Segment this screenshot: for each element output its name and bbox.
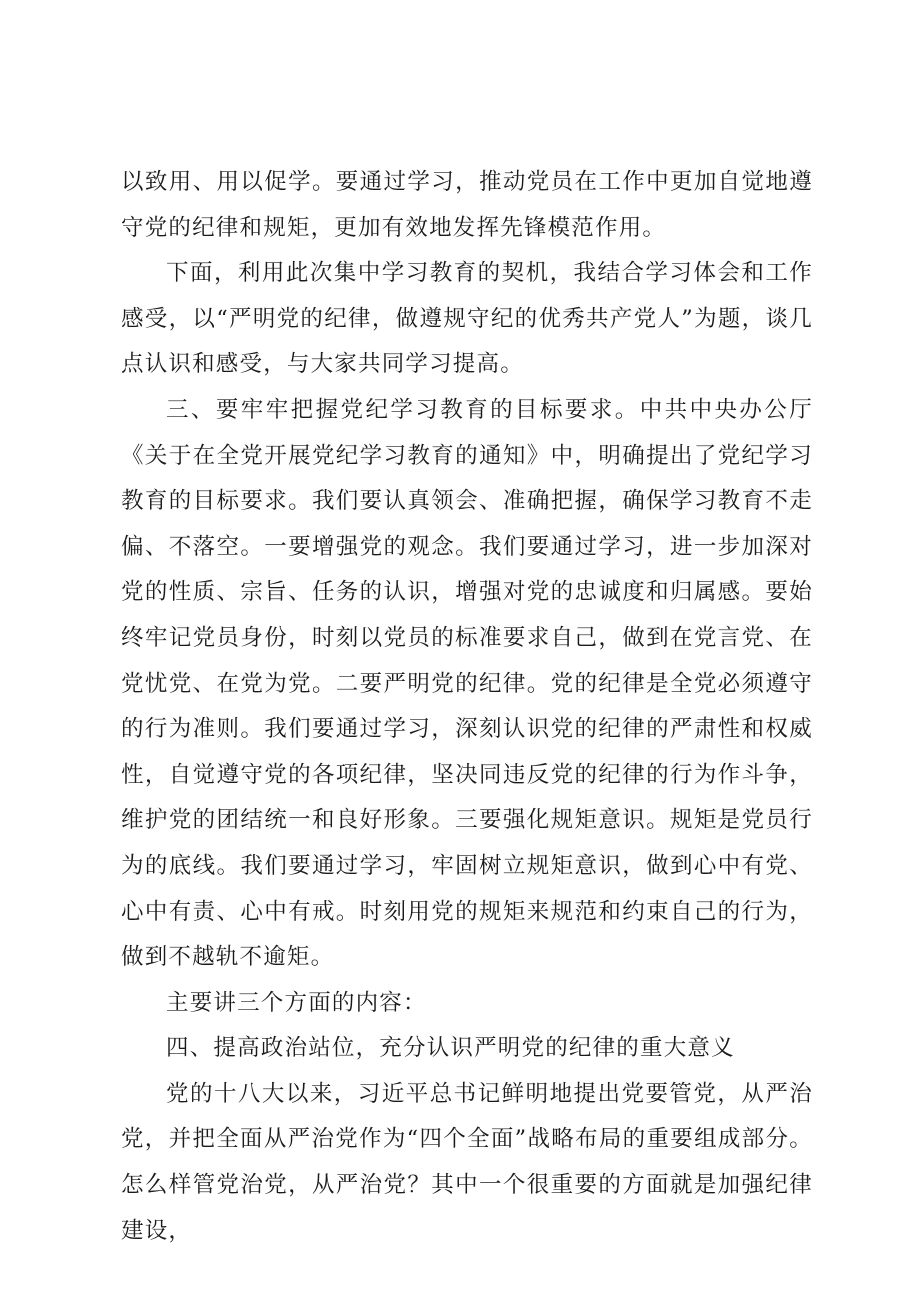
document-body <box>121 160 813 1254</box>
paragraph-main-content-intro: 主要讲三个方面的内容： <box>166 989 427 1016</box>
paragraph-section-three: 三、要牢牢把握党纪学习教育的目标要求。中共中央办公厅《关于在全党开展党纪学习教育的通知》中，明确提出了党纪学习教育的目标要求。我们要认真领会、准确把握，确保学习教育不走偏、不落空。一要增强党的观念。我们要通过学习，进一步加深对党的性质、宗旨、任务的认识，增强对党的忠诚度和归属感。要始终牢记党员身份，时刻以党员的标准要求自己，做到在党言党、在党忧党、在党为党。二要严明党的纪律。党的纪律是全党必须遵守的行为准则。我们要通过学习，深刻认识党的纪律的严肃性和权威性，自觉遵守党的各项纪律，坚决同违反党的纪律的行为作斗争，维护党的团结统一和良好形象。三要强化规矩意识。规矩是党员行为的底线。我们要通过学习，牢固树立规矩意识，做到心中有党、心中有责、心中有戒。时刻用党的规矩来规范和约束自己的行为，做到不越轨不逾矩。 <box>121 396 813 971</box>
section-heading-four: 四、提高政治站位，充分认识严明党的纪律的重大意义 <box>166 1035 735 1062</box>
paragraph-introduction: 下面，利用此次集中学习教育的契机，我结合学习体会和工作感受，以“严明党的纪律，做遵规守纪的优秀共产党人”为题，谈几点认识和感受，与大家共同学习提高。 <box>121 260 813 378</box>
paragraph-section-four-body: 党的十八大以来，习近平总书记鲜明地提出党要管党，从严治党，并把全面从严治党作为“四个全面”战略布局的重要组成部分。怎么样管党治党，从严治党？其中一个很重要的方面就是加强纪律建设， <box>121 1080 813 1244</box>
paragraph-continuation: 以致用、用以促学。要通过学习，推动党员在工作中更加自觉地遵守党的纪律和规矩，更加有效地发挥先锋模范作用。 <box>121 169 813 241</box>
